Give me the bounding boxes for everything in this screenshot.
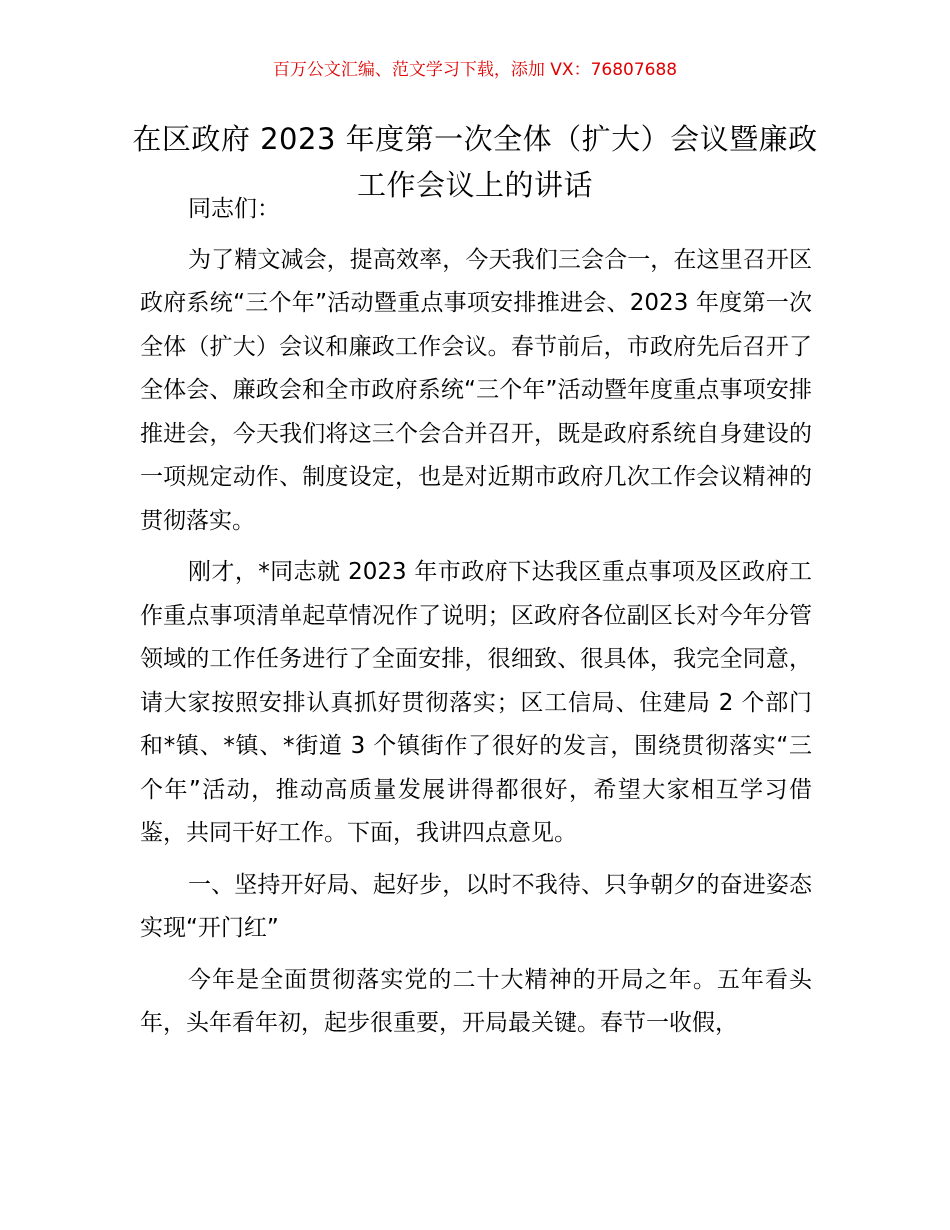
- paragraph-review: 刚才，*同志就 2023 年市政府下达我区重点事项及区政府工作重点事项清单起草情况作了说明；区政府各位副区长对今年分管领域的工作任务进行了全面安排，很细致、很具体，我完全同意，请大家按照安排认真抓好贯彻落实；区工信局、住建局 2 个部门和*镇、*镇、*街道 3 个镇街作了很好的发言，围绕贯彻落实“三个年”活动，推动高质量发展讲得都很好，希望大家相互学习借鉴，共同干好工作。下面，我讲四点意见。: [140, 559, 812, 846]
- header-banner: 百万公文汇编、范文学习下载，添加 VX：76807688: [272, 60, 678, 80]
- document-title: 在区政府 2023 年度第一次全体（扩大）会议暨廉政工作会议上的讲话: [132, 122, 818, 202]
- document-body: [140, 188, 812, 1054]
- section-heading-1: 一、坚持开好局、起好步，以时不我待、只争朝夕的奋进姿态实现“开门红”: [140, 871, 812, 941]
- salutation: 同志们：: [188, 196, 280, 222]
- paragraph-section-1: 今年是全面贯彻落实党的二十大精神的开局之年。五年看头年，头年看年初，起步很重要，开局最关键。春节一收假，: [140, 966, 812, 1036]
- paragraph-intro: 为了精文减会，提高效率，今天我们三会合一，在这里召开区政府系统“三个年”活动暨重点事项安排推进会、2023 年度第一次全体（扩大）会议和廉政工作会议。春节前后，市政府先后召开了全体会、廉政会和全市政府系统“三个年”活动暨年度重点事项安排推进会，今天我们将这三个会合并召开，既是政府系统自身建设的一项规定动作、制度设定，也是对近期市政府几次工作会议精神的贯彻落实。: [140, 246, 812, 534]
